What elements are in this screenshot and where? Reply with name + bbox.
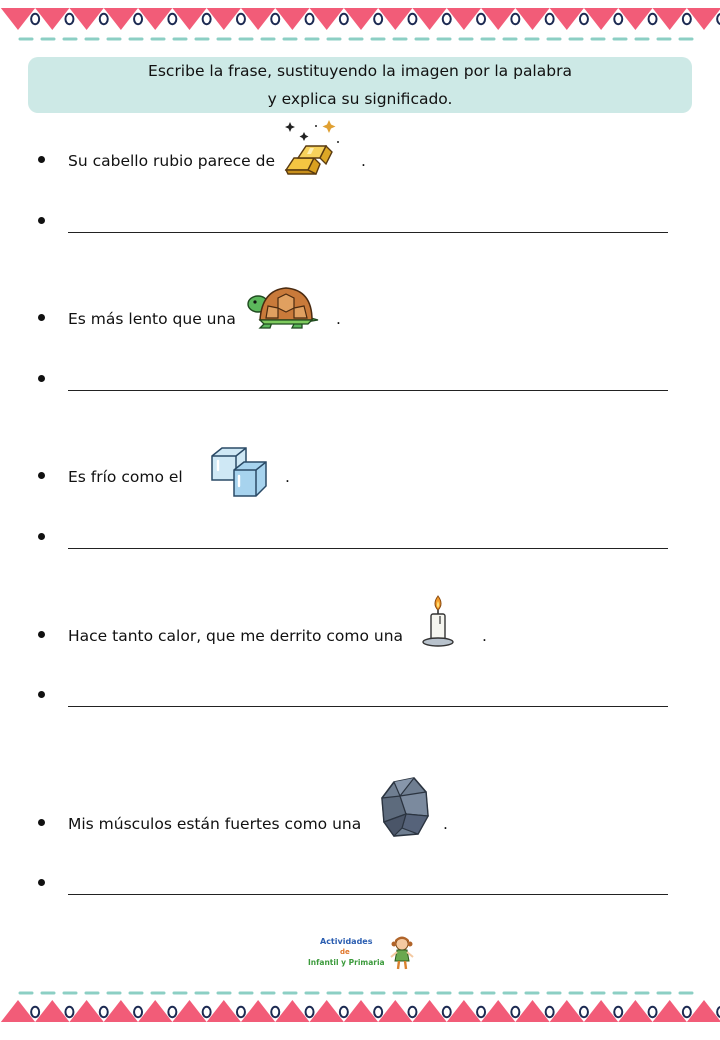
logo-text-line-3: Infantil y Primaria [308, 958, 385, 967]
border-dot [374, 14, 382, 24]
border-dot [477, 1007, 485, 1017]
border-dot [511, 14, 519, 24]
border-dot [168, 1007, 176, 1017]
exercise-5-sentence: Mis músculos están fuertes como una [68, 815, 362, 833]
border-dot [580, 14, 588, 24]
border-triangle [344, 1000, 378, 1022]
border-triangle [515, 8, 549, 30]
border-dot [340, 14, 348, 24]
turtle-icon [246, 284, 322, 330]
border-dot [683, 14, 691, 24]
border-triangle [275, 1000, 309, 1022]
bullet [38, 819, 45, 826]
border-triangle [138, 8, 172, 30]
border-dot [614, 14, 622, 24]
border-dot [134, 1007, 142, 1017]
border-triangle [481, 8, 515, 30]
logo-text-line-1: Actividades [320, 937, 373, 946]
border-dot [203, 1007, 211, 1017]
bullet [38, 156, 45, 163]
exercise-2-period: . [336, 310, 341, 328]
top-decorative-border [0, 0, 720, 44]
border-triangle [310, 1000, 344, 1022]
border-dot [237, 1007, 245, 1017]
border-dot [477, 14, 485, 24]
border-dot [271, 14, 279, 24]
ice-cubes-icon [208, 446, 270, 498]
border-triangle [653, 8, 687, 30]
border-triangle [378, 1000, 412, 1022]
border-dot [100, 1007, 108, 1017]
rock-icon [380, 776, 430, 838]
border-triangle [69, 8, 103, 30]
border-dot [649, 14, 657, 24]
border-triangle [310, 8, 344, 30]
border-dot [614, 1007, 622, 1017]
border-dot [306, 1007, 314, 1017]
border-triangle [172, 8, 206, 30]
child-mascot-icon [390, 935, 414, 971]
border-triangle [515, 1000, 549, 1022]
border-dot [65, 14, 73, 24]
border-triangle [447, 1000, 481, 1022]
border-triangle [550, 8, 584, 30]
border-dot [100, 14, 108, 24]
border-triangle [344, 8, 378, 30]
border-dot [237, 14, 245, 24]
gold-bars-icon [280, 118, 342, 176]
instruction-line-2: y explica su significado. [267, 90, 453, 108]
border-dot [649, 1007, 657, 1017]
border-triangle [104, 1000, 138, 1022]
border-triangle [207, 8, 241, 30]
exercise-4-sentence: Hace tanto calor, que me derrito como una [68, 627, 404, 645]
border-triangle [35, 8, 69, 30]
border-dot [306, 14, 314, 24]
answer-line-4 [68, 706, 668, 707]
bullet [38, 472, 45, 479]
bullet [38, 533, 45, 540]
bullet [38, 631, 45, 638]
border-triangle [172, 1000, 206, 1022]
exercise-4-period: . [482, 627, 487, 645]
answer-line-1 [68, 232, 668, 233]
exercise-1-period: . [361, 152, 366, 170]
answer-line-2 [68, 390, 668, 391]
border-dot [408, 14, 416, 24]
border-dot [546, 1007, 554, 1017]
border-triangle [138, 1000, 172, 1022]
border-dot [271, 1007, 279, 1017]
bullet [38, 375, 45, 382]
border-dot [31, 1007, 39, 1017]
exercise-2-sentence: Es más lento que una [68, 310, 236, 328]
border-triangle [35, 1000, 69, 1022]
exercise-3-sentence: Es frío como el [68, 468, 183, 486]
border-dot [443, 14, 451, 24]
border-triangle [378, 8, 412, 30]
border-triangle [412, 8, 446, 30]
border-dot [683, 1007, 691, 1017]
instruction-box [28, 57, 692, 113]
instruction-line-1: Escribe la frase, sustituyendo la imagen por la palabra [148, 62, 572, 80]
bullet [38, 879, 45, 886]
border-triangle [275, 8, 309, 30]
border-triangle [550, 1000, 584, 1022]
border-dot [511, 1007, 519, 1017]
border-triangle [412, 1000, 446, 1022]
border-triangle [584, 8, 618, 30]
exercise-5-period: . [443, 815, 448, 833]
border-dot [203, 14, 211, 24]
border-triangle [207, 1000, 241, 1022]
border-triangle [584, 1000, 618, 1022]
border-dot [443, 1007, 451, 1017]
bullet [38, 314, 45, 321]
border-triangle [447, 8, 481, 30]
bullet [38, 217, 45, 224]
border-dot [580, 1007, 588, 1017]
bottom-decorative-border [0, 988, 720, 1032]
border-triangle [618, 1000, 652, 1022]
answer-line-5 [68, 894, 668, 895]
border-triangle [653, 1000, 687, 1022]
candle-icon [420, 594, 456, 650]
exercise-1-sentence: Su cabello rubio parece de [68, 152, 276, 170]
bullet [38, 691, 45, 698]
border-dot [340, 1007, 348, 1017]
border-triangle [241, 1000, 275, 1022]
border-dot [408, 1007, 416, 1017]
logo-text-line-2: de [340, 948, 350, 956]
border-triangle [1, 1000, 35, 1022]
border-triangle [1, 8, 35, 30]
exercise-3-period: . [285, 468, 290, 486]
border-triangle [618, 8, 652, 30]
border-triangle [687, 1000, 720, 1022]
border-dot [546, 14, 554, 24]
border-triangle [69, 1000, 103, 1022]
border-dot [374, 1007, 382, 1017]
border-dot [65, 1007, 73, 1017]
border-triangle [241, 8, 275, 30]
border-dot [168, 14, 176, 24]
answer-line-3 [68, 548, 668, 549]
border-triangle [481, 1000, 515, 1022]
border-dot [134, 14, 142, 24]
border-triangle [104, 8, 138, 30]
site-logo [306, 933, 418, 973]
border-dot [31, 14, 39, 24]
